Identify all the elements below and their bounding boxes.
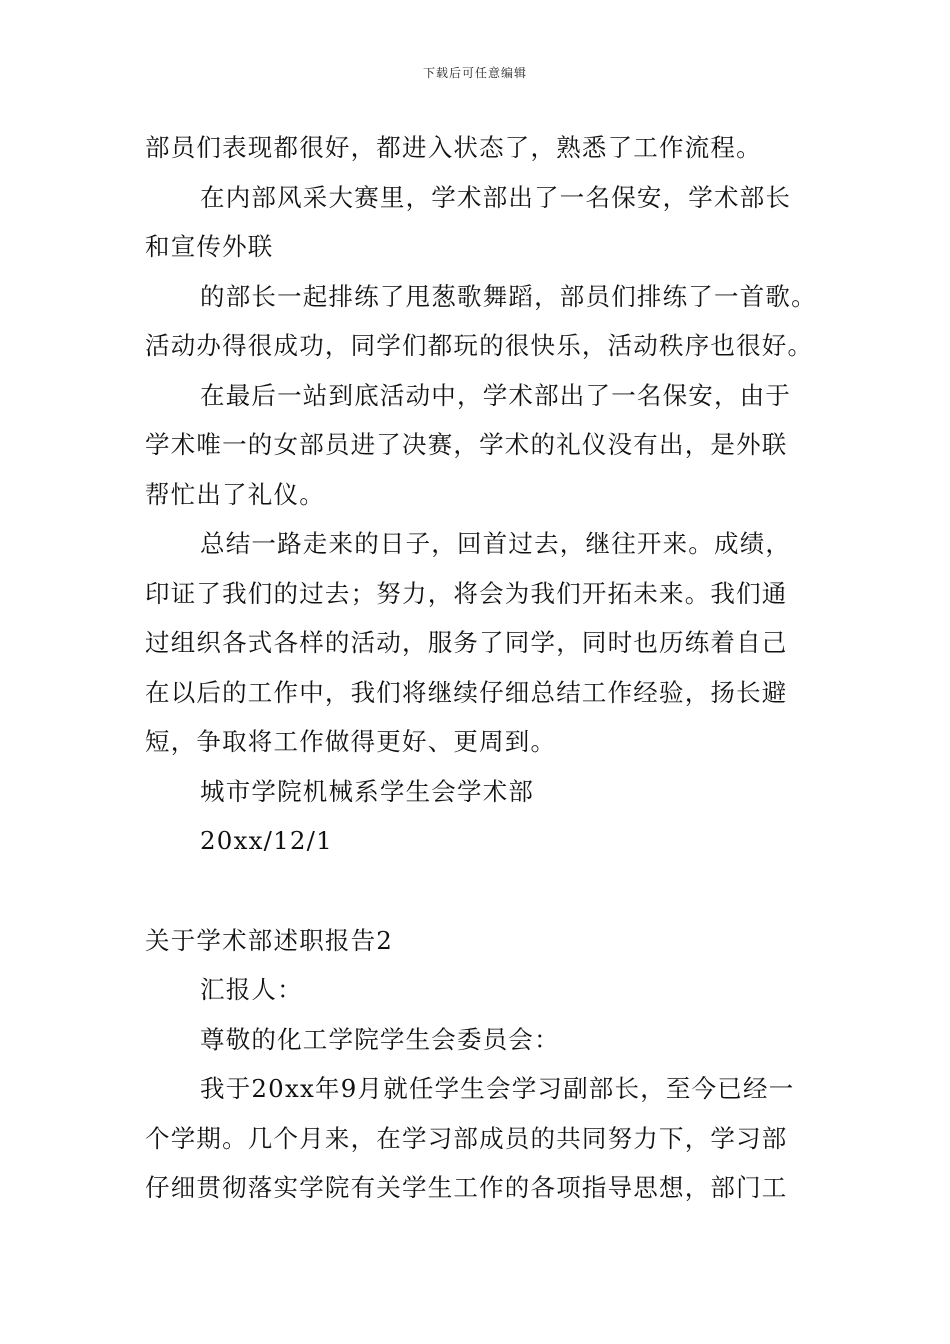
paragraph-line: 总结一路走来的日子，回首过去，继往开来。成绩， bbox=[200, 529, 792, 558]
section-title: 关于学术部述职报告2 bbox=[145, 925, 394, 955]
paragraph-line: 在最后一站到底活动中，学术部出了一名保安，由于 bbox=[200, 380, 792, 410]
reporter-label: 汇报人： bbox=[200, 975, 303, 1004]
signature-date: 20xx/12/1 bbox=[200, 826, 333, 855]
section-gap bbox=[145, 871, 825, 921]
paragraph-line: 在内部风采大赛里，学术部出了一名保安，学术部长 bbox=[200, 182, 792, 212]
page-header: 下载后可任意编辑 bbox=[422, 66, 527, 80]
paragraph-line: 仔细贯彻落实学院有关学生工作的各项指导思想，部门工 bbox=[145, 1173, 788, 1202]
paragraph-line: 和宣传外联 bbox=[145, 232, 274, 261]
paragraph-line: 印证了我们的过去；努力，将会为我们开拓未来。我们通 bbox=[145, 578, 788, 608]
document-body bbox=[145, 128, 825, 1218]
paragraph-line: 部员们表现都很好，都进入状态了，熟悉了工作流程。 bbox=[145, 133, 762, 162]
paragraph-line: 活动办得很成功，同学们都玩的很快乐，活动秩序也很好。 bbox=[145, 331, 814, 360]
paragraph-line: 的部长一起排练了甩葱歌舞蹈，部员们排练了一首歌。 bbox=[200, 281, 817, 311]
signature-org: 城市学院机械系学生会学术部 bbox=[200, 776, 535, 806]
paragraph-line: 过组织各式各样的活动，服务了同学，同时也历练着自己 bbox=[145, 628, 788, 657]
paragraph-line: 我于20xx年9月就任学生会学习副部长，至今已经一 bbox=[200, 1074, 795, 1103]
salutation: 尊敬的化工学院学生会委员会： bbox=[200, 1024, 560, 1054]
paragraph-line: 学术唯一的女部员进了决赛，学术的礼仪没有出，是外联 bbox=[145, 430, 788, 459]
paragraph-line: 在以后的工作中，我们将继续仔细总结工作经验，扬长避 bbox=[145, 677, 788, 707]
paragraph-line: 帮忙出了礼仪。 bbox=[145, 479, 325, 509]
paragraph-line: 个学期。几个月来，在学习部成员的共同努力下，学习部 bbox=[145, 1123, 788, 1153]
paragraph-line: 短，争取将工作做得更好、更周到。 bbox=[145, 727, 557, 756]
